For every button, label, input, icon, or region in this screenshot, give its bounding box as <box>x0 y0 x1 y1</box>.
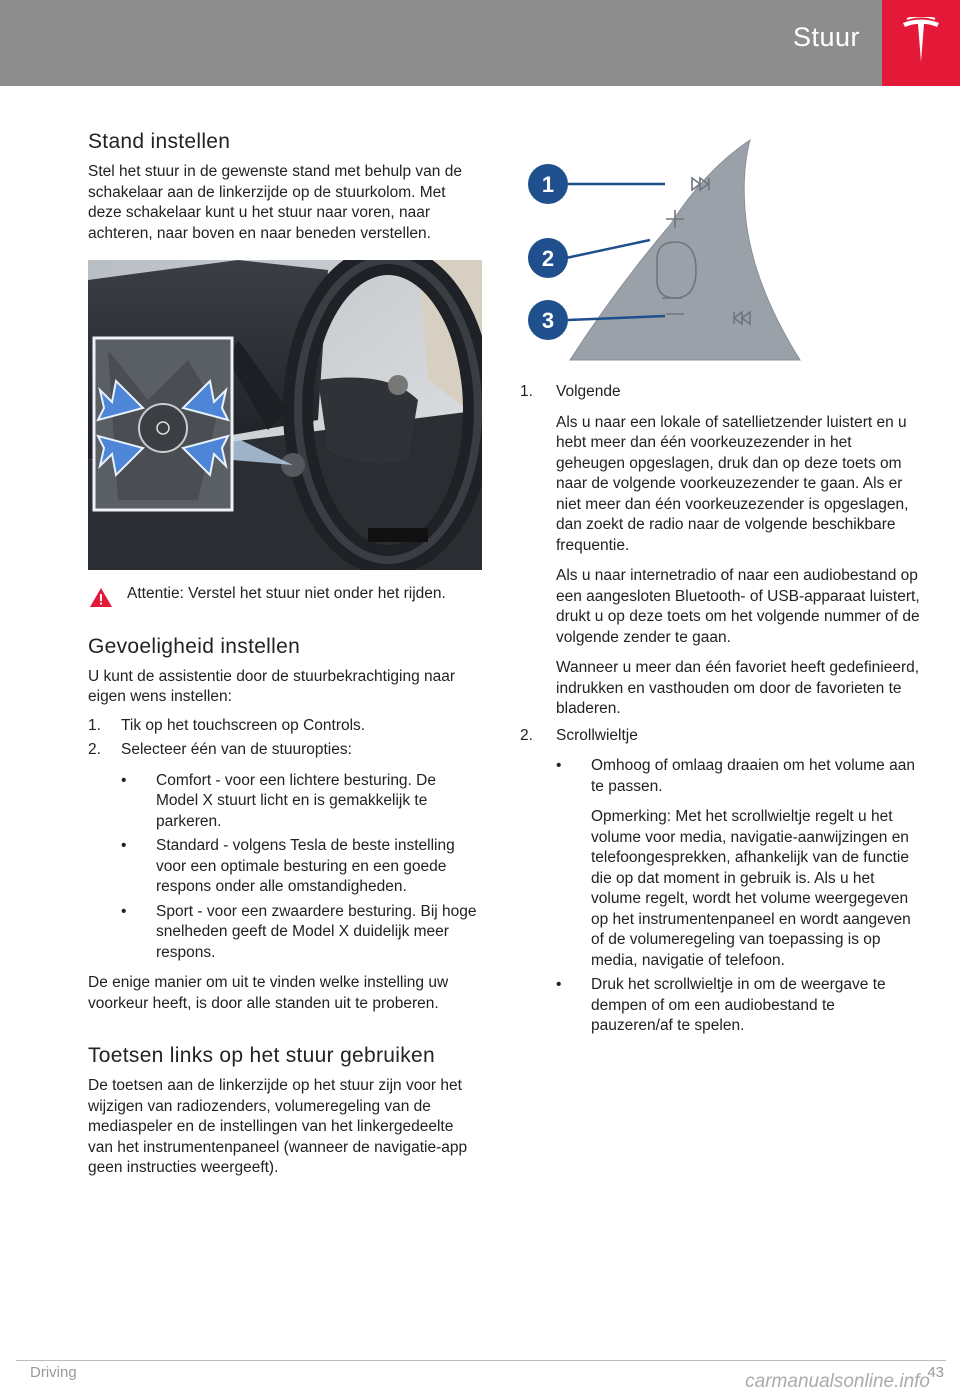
list-item <box>520 726 920 1037</box>
right-column <box>520 130 920 1043</box>
tesla-logo-icon <box>901 17 941 67</box>
list-item <box>121 836 482 898</box>
list-item <box>121 771 482 833</box>
steering-column-photo <box>88 260 482 570</box>
list-item <box>88 716 482 737</box>
list-item <box>88 740 482 963</box>
scrollwheel-list <box>556 756 920 1037</box>
watermark: carmanualsonline.info <box>745 1371 930 1392</box>
warning-text: Attentie: Verstel het stuur niet onder het rijden. <box>127 585 446 602</box>
heading-gevoeligheid: Gevoeligheid instellen <box>88 634 301 658</box>
brand-logo <box>882 0 960 86</box>
scrollwheel-press-text: Druk het scrollwieltje in om de weergave te dempen of om een audiobestand te pauzeren/af te spelen. <box>591 976 886 1034</box>
step-text: Selecteer één van de stuuropties: <box>121 741 352 758</box>
list-item <box>121 902 482 964</box>
option-standard: Standard - volgens Tesla de beste instelling voor een optimale besturing en een goede respons onder alle omstandigheden. <box>156 837 455 895</box>
left-column <box>88 130 482 1179</box>
footer-divider <box>16 1360 946 1361</box>
paragraph-stand-instellen: Stel het stuur in de gewenste stand met behulp van de schakelaar aan de linkerzijde op de stuurkolom. Met deze schakelaar kunt u het stuur naar voren, naar achteren, naar boven en naar beneden verstellen. <box>88 163 462 242</box>
bullet-mark: • <box>121 902 127 920</box>
footer-section: Driving <box>30 1364 77 1381</box>
page-title: Stuur <box>792 22 860 52</box>
paragraph-gevoeligheid-intro: U kunt de assistentie door de stuurbekrachtiging naar eigen wens instellen: <box>88 667 456 705</box>
paragraph-gevoeligheid-outro: De enige manier om uit te vinden welke instelling uw voorkeur heeft, is door alle standen uit te proberen. <box>88 974 449 1012</box>
bullet-mark: • <box>121 837 127 854</box>
item-title-scrollwieltje: Scrollwieltje <box>556 726 638 744</box>
callout-3 <box>528 300 568 340</box>
scrollwheel-note: Opmerking: Met het scrollwieltje regelt u het volume voor media, navigatie-aanwijzingen en telefoongesprekken, afhankelijk van de functie die op dat moment in gebruik is. Als u het volume regelt, wordt het volume weergegeven op het instrumentenpaneel en wordt aangeven of de volumeregeling van toepassing is op media, navigatie of telefoon. <box>591 808 911 969</box>
option-sport: Sport - voor een zwaardere besturing. Bij hoge snelheden geeft de Model X duidelijk meer respons. <box>156 902 477 961</box>
button-diagram-illustration <box>520 130 820 370</box>
callout-2 <box>528 238 568 278</box>
steering-options-list <box>121 771 482 964</box>
section-toetsen <box>88 1044 482 1179</box>
callout-1 <box>528 164 568 204</box>
left-steering-buttons-diagram <box>520 130 820 370</box>
warning-note <box>88 584 482 605</box>
scrollwheel-rotate-text: Omhoog of omlaag draaien om het volume aan te passen. <box>591 757 915 795</box>
list-item <box>520 382 920 720</box>
steering-adjust-illustration <box>88 260 482 570</box>
step-number: 2. <box>88 741 101 758</box>
page-header <box>0 0 960 86</box>
heading-toetsen: Toetsen links op het stuur gebruiken <box>88 1044 436 1067</box>
list-item <box>556 756 920 971</box>
option-comfort: Comfort - voor een lichtere besturing. De Model X stuurt licht en is gemakkelijk te parkeren. <box>156 771 436 830</box>
section-gevoeligheid <box>88 635 482 1015</box>
item-number: 1. <box>520 383 533 400</box>
page-number: 43 <box>927 1364 944 1381</box>
item-number: 2. <box>520 726 533 744</box>
step-text: Tik op het touchscreen op Controls. <box>121 716 366 734</box>
bullet-mark: • <box>121 771 127 789</box>
volgende-para-1: Als u naar een lokale of satellietzender luistert en u hebt meer dan één voorkeuzezender in het geheugen opgeslagen, druk dan op deze toets om naar de volgende voorkeuzezender te gaan. Als er niet meer dan één voorkeuzezender is opgeslagen, dan zoekt de radio naar de volgende beschikbare frequentie. <box>556 413 909 554</box>
paragraph-toetsen: De toetsen aan de linkerzijde op het stuur zijn voor het wijzigen van radiozenders, volumeregeling van de mediaspeler en de instellingen van het linkergedeelte van het instrumentenpaneel (wanneer de navigatie-app geen instructies weergeeft). <box>88 1077 468 1176</box>
volgende-para-2: Als u naar internetradio of naar een audiobestand op een aangesloten Bluetooth- of USB-apparaat luistert, drukt u op deze toets om het volgende nummer of de volgende zender te gaan. <box>556 567 920 646</box>
heading-stand-instellen: Stand instellen <box>88 130 231 153</box>
callout-label: 3 <box>541 308 555 333</box>
volgende-para-3: Wanneer u meer dan één favoriet heeft gedefinieerd, indrukken en vasthouden om door de favorieten te bladeren. <box>556 659 920 717</box>
steps-list <box>88 716 482 964</box>
callout-label: 1 <box>541 172 555 197</box>
list-item <box>556 975 920 1037</box>
callout-label: 2 <box>541 246 555 271</box>
warning-triangle-icon <box>89 587 113 608</box>
item-title-volgende: Volgende <box>556 383 621 400</box>
bullet-mark: • <box>556 976 562 993</box>
bullet-mark: • <box>556 757 562 774</box>
step-number: 1. <box>88 716 101 734</box>
button-descriptions-list <box>520 382 920 1037</box>
